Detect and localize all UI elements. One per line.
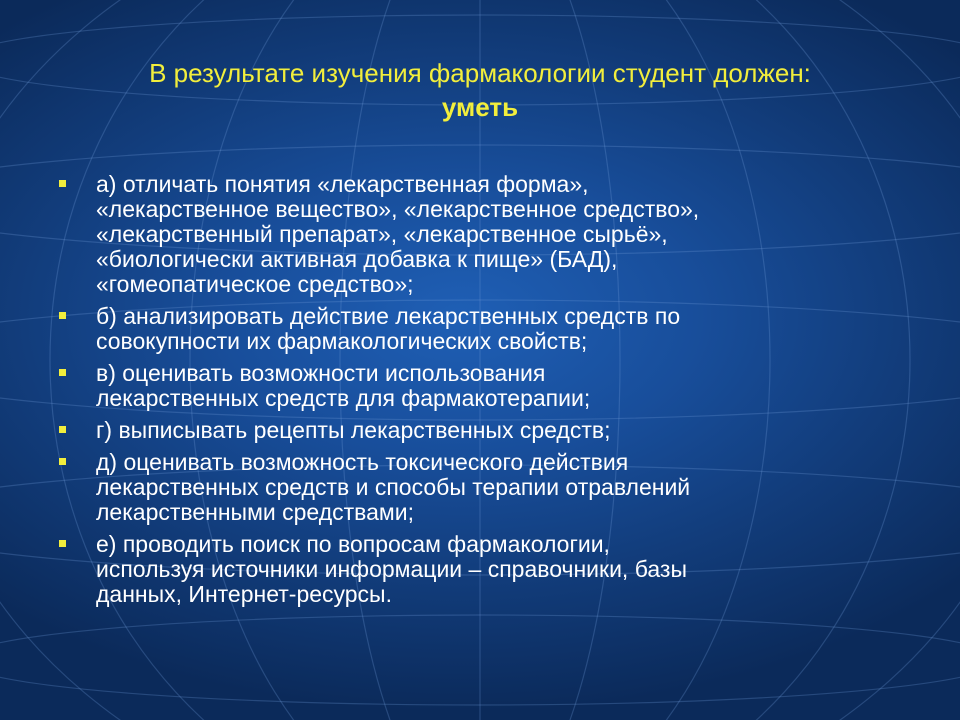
bullet-text: г) выписывать рецепты лекарственных средств; bbox=[96, 417, 611, 443]
slide-title bbox=[40, 56, 920, 124]
square-bullet-icon bbox=[59, 540, 66, 547]
bullet-text: е) проводить поиск по вопросам фармакологии, используя источники информации – справочники, базы данных, Интернет-ресурсы. bbox=[96, 531, 687, 607]
list-item bbox=[56, 532, 886, 607]
list-item bbox=[56, 172, 886, 297]
list-item bbox=[56, 450, 886, 525]
square-bullet-icon bbox=[59, 312, 66, 319]
square-bullet-icon bbox=[59, 426, 66, 433]
square-bullet-icon bbox=[59, 369, 66, 376]
square-bullet-icon bbox=[59, 180, 66, 187]
bullet-text: а) отличать понятия «лекарственная форма», «лекарственное вещество», «лекарственное средство», «лекарственный препарат», «лекарственное сырьё», «биологически активная добавка к пище» (БАД), «гомеопатическое средство»; bbox=[96, 171, 700, 297]
title-text: В результате изучения фармакологии студент должен: bbox=[149, 58, 811, 88]
bullet-text: д) оценивать возможность токсического действия лекарственных средств и способы терапии отравлений лекарственными средствами; bbox=[96, 449, 691, 525]
title-emphasis: уметь bbox=[441, 92, 519, 122]
list-item bbox=[56, 304, 886, 354]
bullet-list bbox=[56, 172, 886, 614]
bullet-text: б) анализировать действие лекарственных средств по совокупности их фармакологических свойств; bbox=[96, 303, 681, 354]
bullet-text: в) оценивать возможности использования лекарственных средств для фармакотерапии; bbox=[96, 360, 591, 411]
list-item bbox=[56, 418, 886, 443]
list-item bbox=[56, 361, 886, 411]
square-bullet-icon bbox=[59, 458, 66, 465]
